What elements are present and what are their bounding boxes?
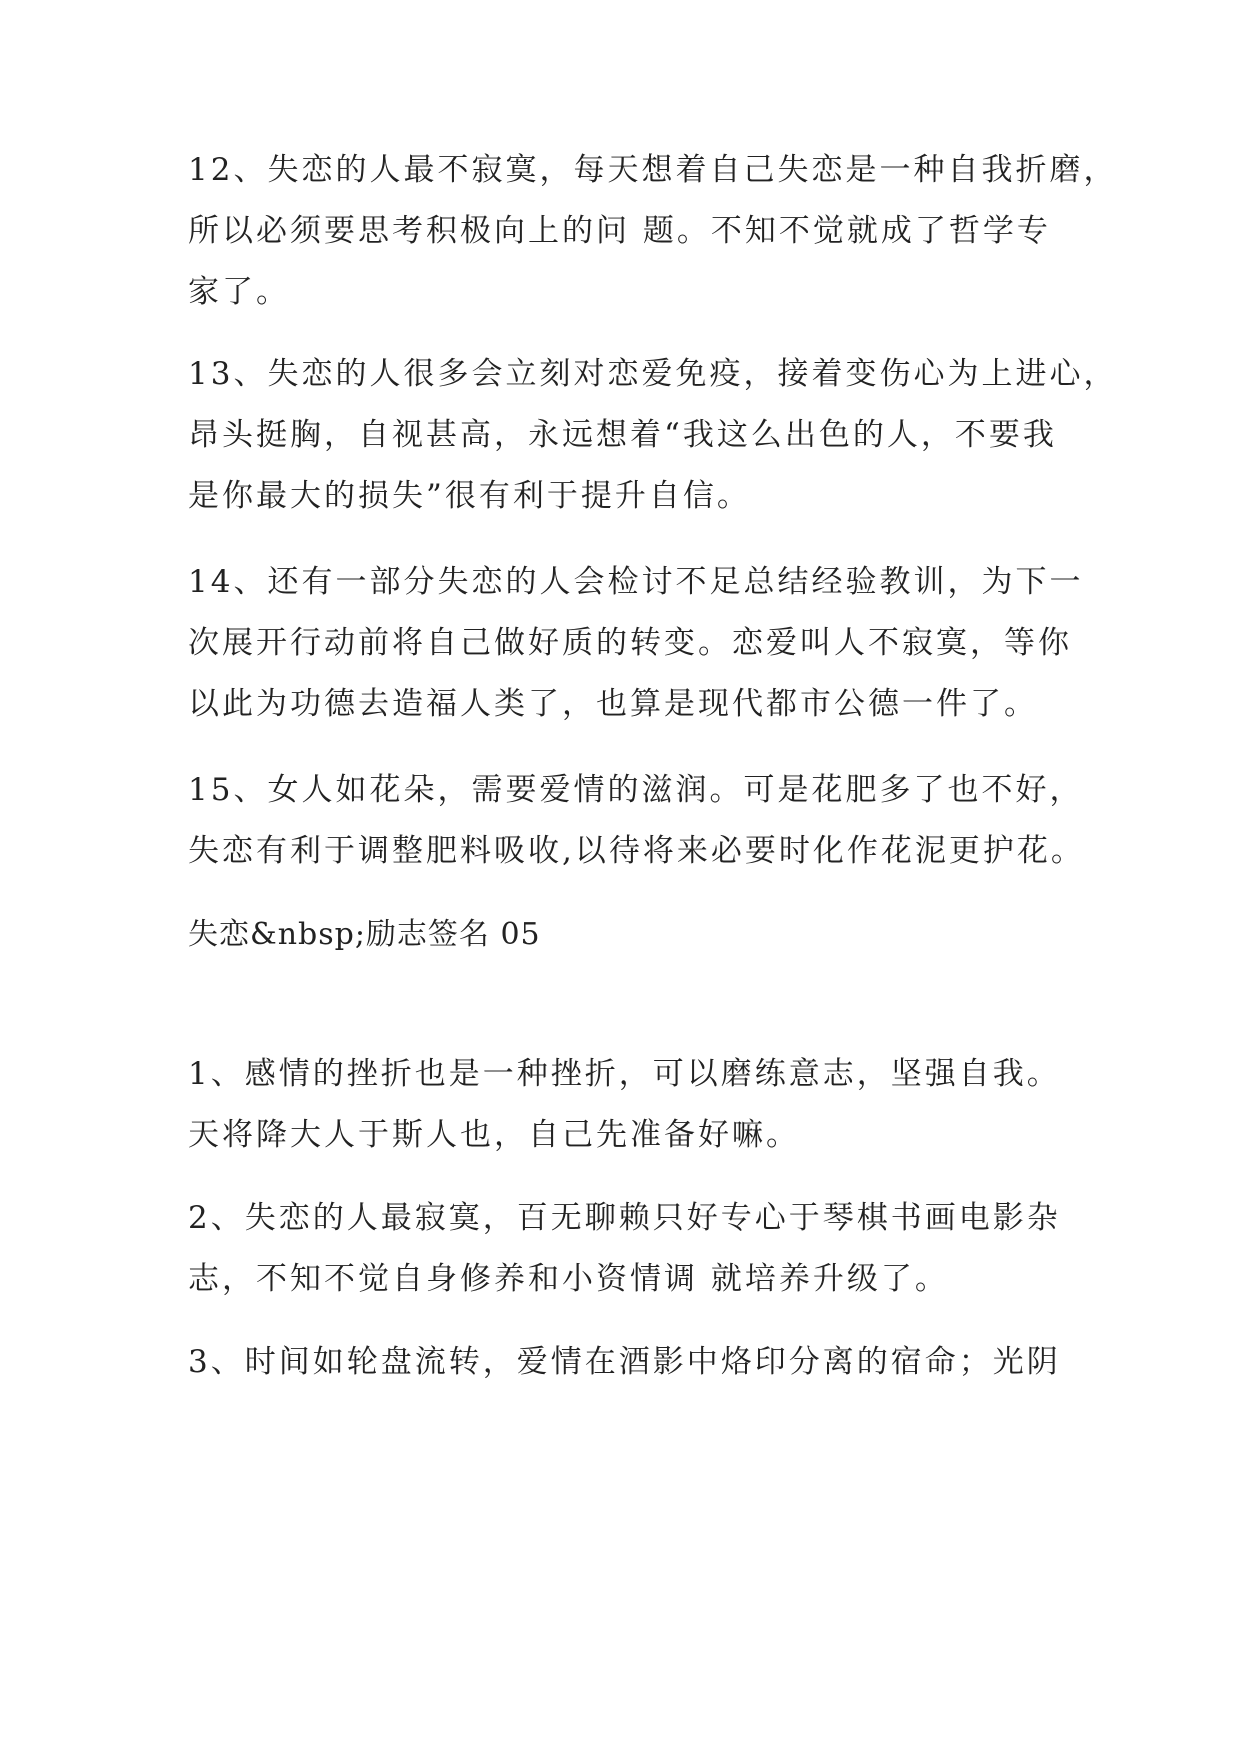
paragraph-15 [188, 760, 1085, 882]
text-line: 14、还有一部分失恋的人会检讨不足总结经验教训，为下一 [188, 564, 1084, 600]
section-heading [188, 904, 1068, 965]
text-line: 13、失恋的人很多会立刻对恋爱免疫，接着变伤心为上进心， [188, 356, 1118, 392]
text-line: 次展开行动前将自己做好质的转变。恋爱叫人不寂寞，等你 [188, 625, 1072, 661]
text-line: 是你最大的损失”很有利于提升自信。 [188, 478, 751, 514]
text-line: 家了。 [188, 274, 290, 310]
text-line: 2、失恋的人最寂寞，百无聊赖只好专心于琴棋书画电影杂 [188, 1200, 1061, 1236]
paragraph-1 [188, 1044, 1068, 1166]
text-line: 1、感情的挫折也是一种挫折，可以磨练意志，坚强自我。 [188, 1056, 1061, 1092]
text-line: 志，不知不觉自身修养和小资情调 就培养升级了。 [188, 1261, 949, 1297]
text-line: 15、女人如花朵，需要爱情的滋润。可是花肥多了也不好， [188, 772, 1084, 808]
paragraph-2 [188, 1188, 1068, 1310]
text-line: 3、时间如轮盘流转，爱情在酒影中烙印分离的宿命；光阴 [188, 1344, 1061, 1380]
text-line: 以此为功德去造福人类了，也算是现代都市公德一件了。 [188, 686, 1038, 722]
text-line: 所以必须要思考积极向上的问 题。不知不觉就成了哲学专 [188, 213, 1051, 249]
paragraph-12 [188, 140, 1118, 323]
text-line: 天将降大人于斯人也，自己先准备好嘛。 [188, 1117, 800, 1153]
paragraph-14 [188, 552, 1084, 735]
text-line: 失恋有利于调整肥料吸收,以待将来必要时化作花泥更护花。 [188, 833, 1085, 869]
text-line: 昂头挺胸，自视甚高，永远想着“我这么出色的人，不要我 [188, 417, 1057, 453]
paragraph-13 [188, 344, 1118, 527]
paragraph-3 [188, 1332, 1068, 1393]
heading-text: 失恋&nbsp;励志签名 05 [188, 917, 541, 952]
text-line: 12、失恋的人最不寂寞，每天想着自己失恋是一种自我折磨， [188, 152, 1118, 188]
